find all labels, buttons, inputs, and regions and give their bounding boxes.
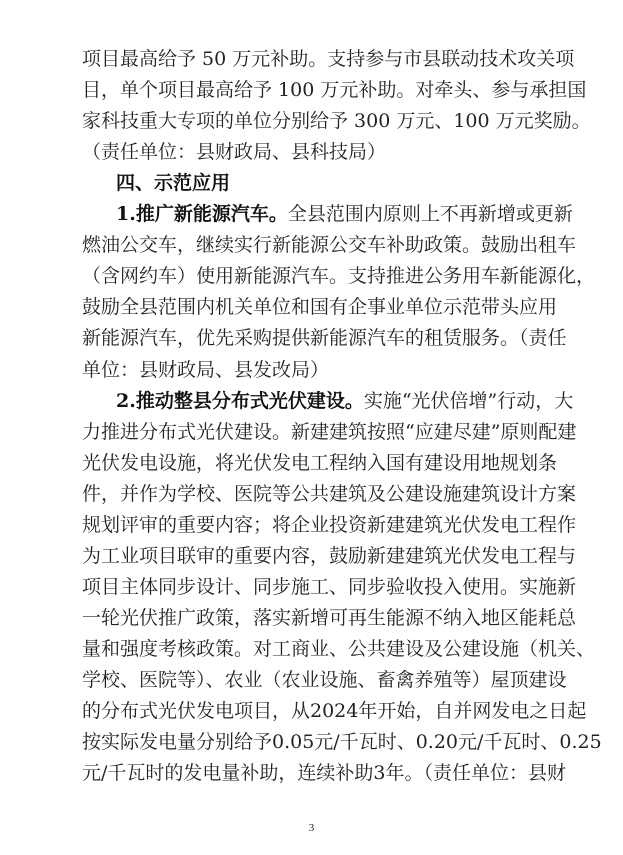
body-text: （含网约车）使用新能源汽车。支持推进公务用车新能源化， <box>82 265 596 288</box>
text-line <box>82 603 577 633</box>
body-text: 单位：县财政局、县发改局） <box>82 358 330 381</box>
body-text: 实施“光伏倍增”行动，大 <box>363 389 574 412</box>
text-line <box>82 727 602 757</box>
text-line <box>82 230 577 260</box>
text-line <box>82 541 577 571</box>
text-line <box>82 634 596 664</box>
body-text: 新能源汽车，优先采购提供新能源汽车的租赁服务。（责任 <box>82 327 567 350</box>
body-text: 一轮光伏推广政策，落实新增可再生能源不纳入地区能耗总 <box>82 606 577 629</box>
text-line <box>82 355 550 385</box>
body-text: 元/千瓦时的发电量补助，连续补助3年。（责任单位：县财 <box>82 762 566 785</box>
body-text: 的分布式光伏发电项目，从2024年开始，自并网发电之日起 <box>82 700 587 723</box>
text-line <box>82 44 575 74</box>
body-text: 燃油公交车，继续实行新能源公交车补助政策。鼓励出租车 <box>82 234 577 257</box>
body-text: 学校、医院等）、农业（农业设施、畜禽养殖等）屋顶建设 <box>82 669 567 691</box>
text-line <box>82 572 577 602</box>
text-line <box>82 479 577 509</box>
body-text: 按实际发电量分别给予0.05元/千瓦时、0.20元/千瓦时、0.25 <box>82 731 602 754</box>
text-line <box>82 292 558 322</box>
bold-heading: 四、示范应用 <box>116 172 231 195</box>
body-text: 目，单个项目最高给予 100 万元补助。对牵头、参与承担国 <box>82 79 587 102</box>
body-text: 力推进分布式光伏建设。新建建筑按照“应建尽建”原则配建 <box>82 420 577 443</box>
body-text: 光伏发电设施，将光伏发电工程纳入国有建设用地规划条 <box>82 451 558 474</box>
text-line <box>82 75 587 105</box>
body-text: 家科技重大专项的单位分别给予 300 万元、100 万元奖励。 <box>82 110 591 133</box>
text-line <box>82 261 596 291</box>
text-line <box>82 758 566 788</box>
body-text: 项目主体同步设计、同步施工、同步验收投入使用。实施新 <box>82 575 577 598</box>
body-text: 规划评审的重要内容；将企业投资新建建筑光伏发电工程作 <box>82 513 577 536</box>
body-text: 为工业项目联审的重要内容，鼓励新建建筑光伏发电工程与 <box>82 544 577 567</box>
text-line <box>82 106 591 136</box>
text-line <box>82 448 558 478</box>
bold-heading: 2.推动整县分布式光伏建设。 <box>116 389 364 412</box>
text-line <box>82 323 567 353</box>
body-text: （责任单位：县财政局、县科技局） <box>82 141 387 164</box>
text-line <box>82 665 567 695</box>
body-text: 件，并作为学校、医院等公共建筑及公建设施建筑设计方案 <box>82 482 577 505</box>
text-line <box>82 137 550 167</box>
body-text: 全县范围内原则上不再新增或更新 <box>287 203 573 226</box>
page-number: 3 <box>308 822 315 834</box>
text-line <box>82 696 587 726</box>
body-text: 量和强度考核政策。对工商业、公共建设及公建设施（机关、 <box>82 637 596 660</box>
bold-heading: 1.推广新能源汽车。 <box>116 203 288 226</box>
body-text: 项目最高给予 50 万元补助。支持参与市县联动技术攻关项 <box>82 48 575 70</box>
text-line <box>116 386 574 416</box>
text-line <box>82 510 577 540</box>
text-line <box>116 168 550 198</box>
text-line <box>116 199 573 229</box>
body-text: 鼓励全县范围内机关单位和国有企事业单位示范带头应用 <box>82 296 558 319</box>
text-line <box>82 417 577 447</box>
